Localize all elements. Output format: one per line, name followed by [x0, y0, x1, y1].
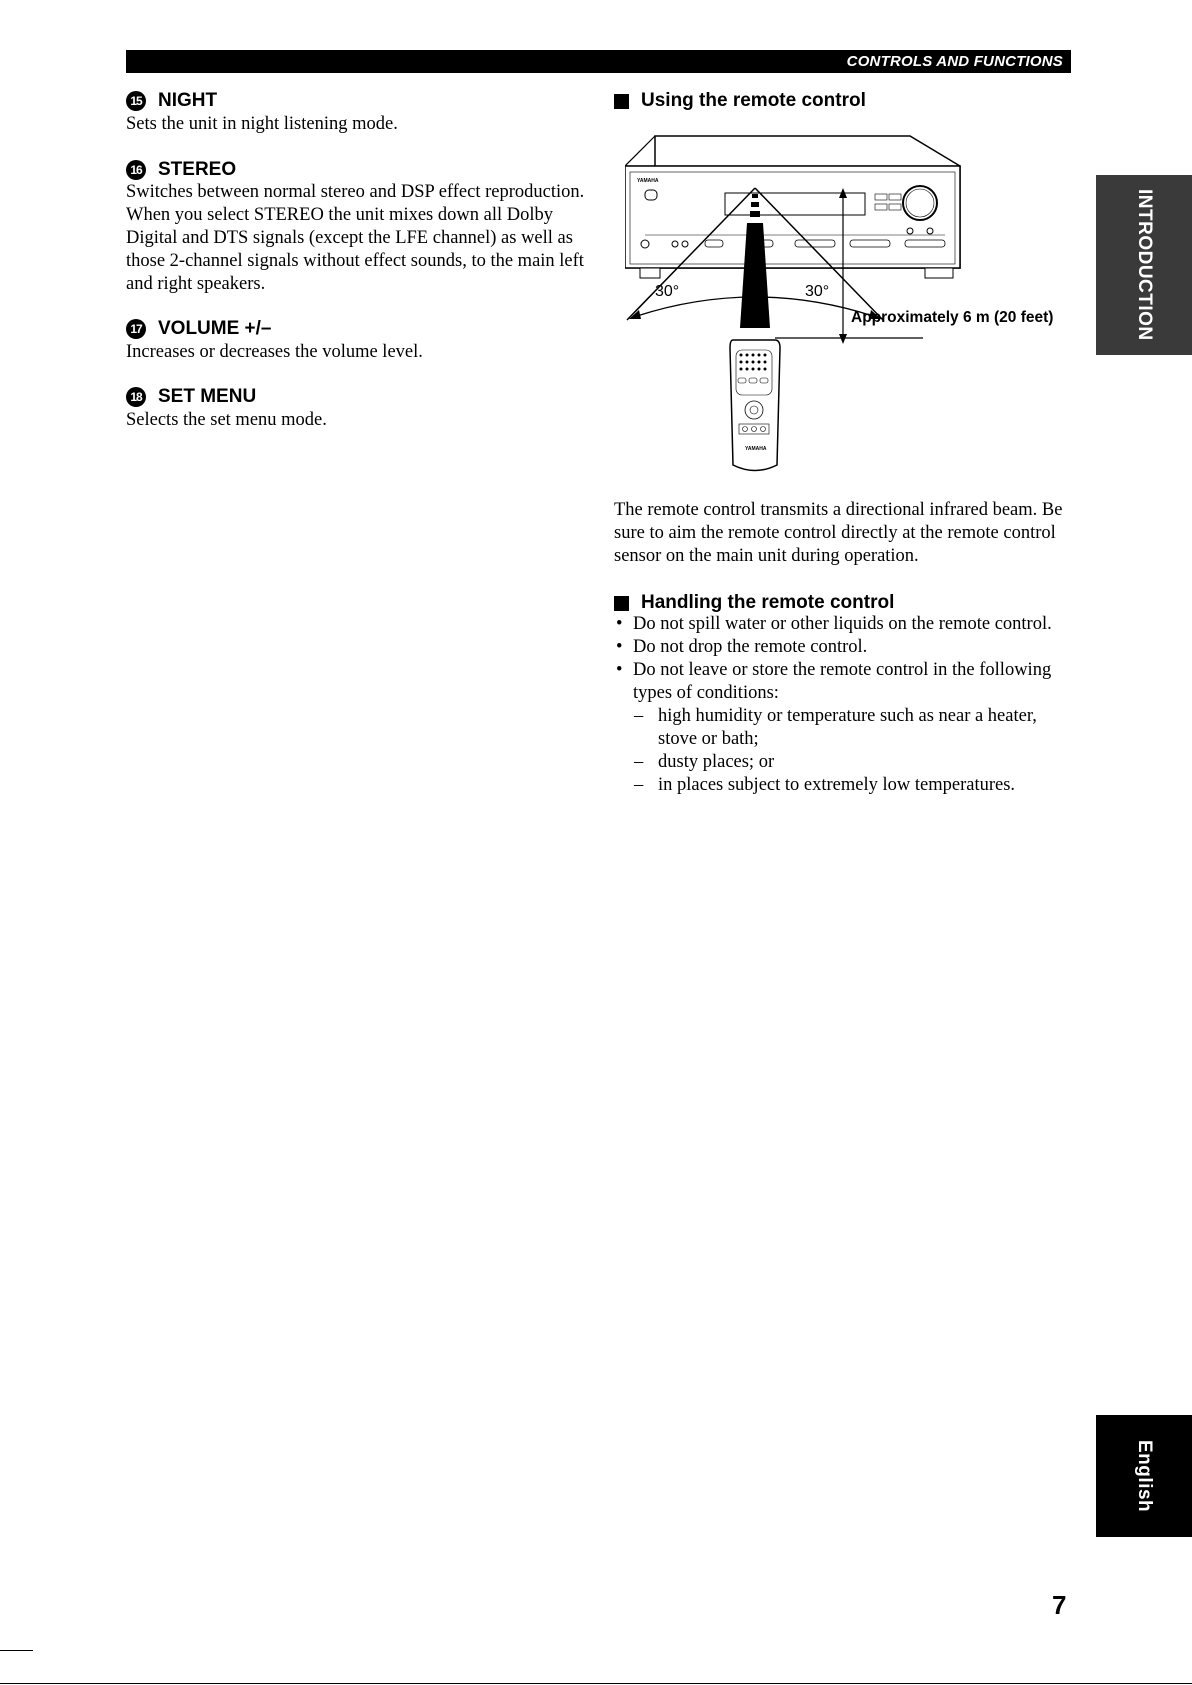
- item-title: VOLUME +/–: [158, 318, 272, 339]
- item-stereo-text: Switches between normal stereo and DSP effect reproduction. When you select STEREO the unit mixes down all Dolby Digital and DTS signals (except the LFE channel) as well as those 2-channel signals without effect sounds, to the main left and right speakers.: [126, 182, 585, 294]
- item-number-badge: 15: [126, 91, 146, 111]
- bullet-icon: •: [616, 660, 623, 680]
- bullet-icon: •: [616, 614, 623, 634]
- item-title: NIGHT: [158, 90, 218, 111]
- square-bullet-icon: [614, 94, 629, 109]
- distance-label: Approximately 6 m (20 feet): [851, 309, 1054, 326]
- page-number: 7: [1052, 1590, 1067, 1620]
- page-edge-line: [0, 1683, 1192, 1684]
- list-item-text: dusty places; or: [658, 752, 775, 772]
- item-night-text: Sets the unit in night listening mode.: [126, 114, 398, 134]
- sub-list-item: [614, 774, 1076, 797]
- right-angle-label: 30°: [805, 283, 830, 300]
- item-number-badge: 18: [126, 387, 146, 407]
- item-number-badge: 17: [126, 319, 146, 339]
- list-item: [614, 636, 1076, 659]
- item-setmenu-heading: [126, 386, 256, 408]
- receiver-illustration: [625, 136, 960, 278]
- left-angle-label: 30°: [655, 283, 680, 300]
- list-item: [614, 659, 1076, 705]
- dash-icon: –: [634, 775, 644, 795]
- bullet-icon: •: [616, 637, 623, 657]
- list-item-text: in places subject to extremely low temperatures.: [658, 775, 1016, 795]
- remote-section-title: Using the remote control: [641, 90, 866, 111]
- item-volume-heading: [126, 318, 272, 340]
- square-bullet-icon: [614, 596, 629, 611]
- section-header-label: CONTROLS AND FUNCTIONS: [846, 53, 1063, 70]
- svg-text:YAMAHA: YAMAHA: [637, 178, 659, 184]
- item-title: STEREO: [158, 159, 237, 180]
- list-item-text: high humidity or temperature such as near a heater, stove or bath;: [658, 706, 1037, 749]
- svg-text:YAMAHA: YAMAHA: [745, 446, 767, 452]
- list-item: [614, 613, 1076, 636]
- dash-icon: –: [634, 752, 644, 772]
- sub-list-item: [614, 705, 1076, 751]
- remote-description: The remote control transmits a directional infrared beam. Be sure to aim the remote control directly at the remote control sensor on the main unit during operation.: [614, 500, 1063, 566]
- handling-list: [614, 613, 1076, 797]
- dash-icon: –: [634, 706, 644, 726]
- item-stereo-heading: [126, 159, 236, 181]
- item-volume-text: Increases or decreases the volume level.: [126, 342, 423, 362]
- remote-illustration: [730, 340, 780, 471]
- remote-range-diagram: [625, 128, 1075, 488]
- list-item-text: Do not leave or store the remote control in the following types of conditions:: [633, 660, 1052, 703]
- remote-section-heading: [614, 90, 866, 112]
- handling-section-title: Handling the remote control: [641, 592, 895, 613]
- handling-section-heading: [614, 592, 894, 614]
- item-night-heading: [126, 90, 217, 112]
- list-item-text: Do not drop the remote control.: [633, 637, 868, 657]
- list-item-text: Do not spill water or other liquids on the remote control.: [633, 614, 1052, 634]
- item-number-badge: 16: [126, 160, 146, 180]
- language-tab-english: English: [1096, 1415, 1192, 1537]
- item-title: SET MENU: [158, 386, 257, 407]
- section-header-bar: [126, 50, 1071, 73]
- item-setmenu-text: Selects the set menu mode.: [126, 410, 327, 430]
- sub-list-item: [614, 751, 1076, 774]
- crop-mark: [0, 1650, 33, 1651]
- section-tab-introduction: INTRODUCTION: [1096, 175, 1192, 355]
